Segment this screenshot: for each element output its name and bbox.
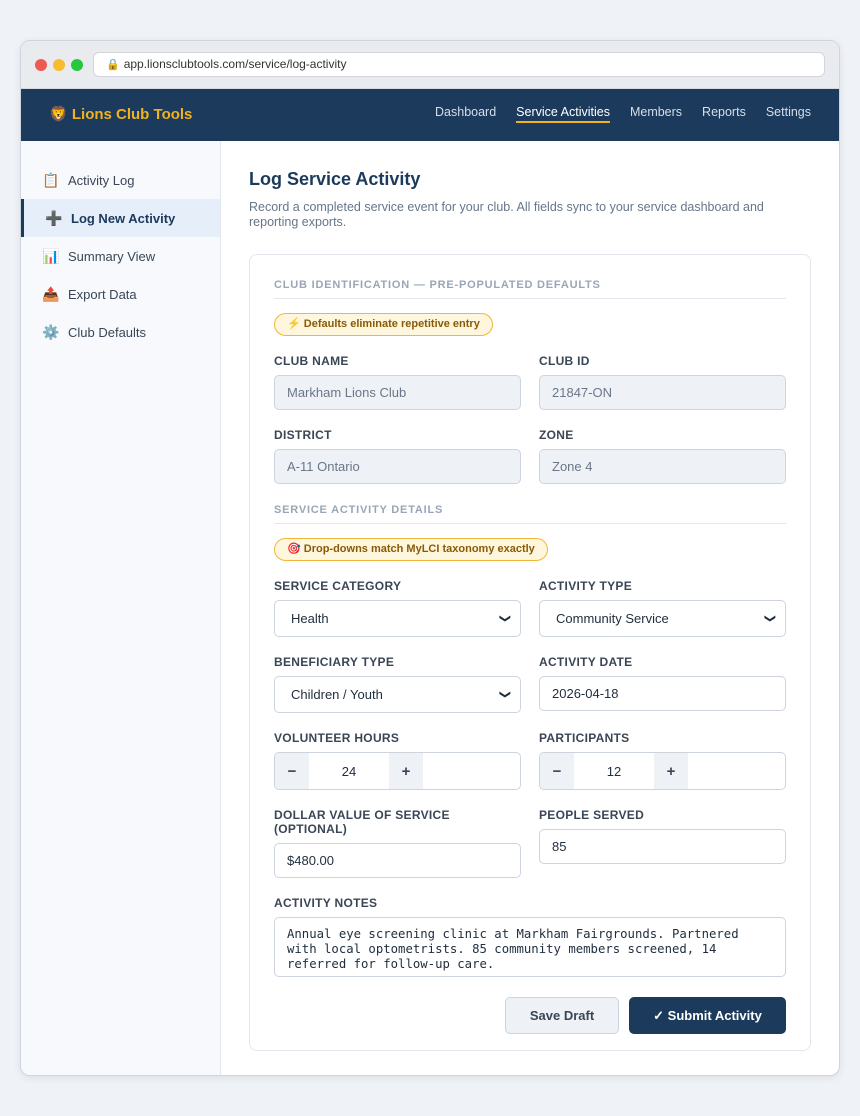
volunteer-hours-label: VOLUNTEER HOURS — [274, 731, 400, 745]
top-nav — [435, 105, 811, 123]
browser-chrome — [21, 41, 839, 89]
bar-chart-icon: 📊 — [42, 247, 60, 264]
brand-logo[interactable] — [49, 105, 192, 123]
club-section-heading: CLUB IDENTIFICATION — PRE-POPULATED DEFAULTS — [274, 279, 786, 299]
volunteer-hours-value[interactable]: 24 — [341, 763, 357, 779]
sidebar-item-label: Log New Activity — [71, 210, 176, 226]
people-served-field[interactable]: 85 — [539, 829, 786, 864]
sidebar-item-log-new-activity[interactable] — [21, 199, 220, 237]
sidebar-item-label: Club Defaults — [68, 324, 147, 340]
club-id-label: CLUB ID — [539, 354, 590, 368]
volunteer-hours-stepper — [274, 752, 521, 790]
sidebar-item-label: Summary View — [68, 248, 156, 264]
app-header — [21, 89, 839, 141]
activity-type-value: Community Service — [556, 611, 669, 626]
page-subtitle: Record a completed service event for your club. All fields sync to your service dashboard and reporting exports. — [249, 200, 764, 229]
activity-type-label: ACTIVITY TYPE — [539, 579, 633, 593]
beneficiary-type-select[interactable] — [274, 676, 521, 713]
service-category-label: SERVICE CATEGORY — [274, 579, 402, 593]
club-id-field[interactable]: 21847-ON — [539, 375, 786, 410]
club-name-field[interactable]: Markham Lions Club — [274, 375, 521, 410]
defaults-badge: ⚡ Defaults eliminate repetitive entry — [274, 313, 493, 336]
beneficiary-type-value: Children / Youth — [291, 687, 383, 702]
plus-icon: ➕ — [45, 209, 63, 226]
chevron-down-icon: ❯ — [763, 613, 776, 624]
participants-increment-button[interactable]: + — [654, 753, 688, 789]
browser-window — [20, 40, 840, 1076]
lion-icon: 🦁 — [49, 106, 68, 123]
brand-name: Lions Club Tools — [71, 106, 193, 123]
nav-service-activities[interactable]: Service Activities — [516, 105, 610, 123]
outbox-icon: 📤 — [42, 285, 60, 302]
district-field[interactable]: A-11 Ontario — [274, 449, 521, 484]
submit-activity-button[interactable]: ✓ Submit Activity — [629, 997, 786, 1034]
form-actions — [274, 997, 786, 1034]
nav-members[interactable]: Members — [629, 105, 683, 119]
participants-value[interactable]: 12 — [606, 763, 622, 779]
zone-field[interactable]: Zone 4 — [539, 449, 786, 484]
gear-icon: ⚙️ — [42, 323, 60, 340]
activity-notes-label: ACTIVITY NOTES — [274, 896, 378, 910]
minimize-window-button[interactable] — [53, 59, 65, 71]
dollar-value-field[interactable]: $480.00 — [274, 843, 521, 878]
service-category-select[interactable] — [274, 600, 521, 637]
participants-label: PARTICIPANTS — [539, 731, 630, 745]
save-draft-button[interactable]: Save Draft — [505, 997, 619, 1034]
activity-date-label: ACTIVITY DATE — [539, 655, 633, 669]
zone-label: ZONE — [539, 428, 574, 442]
chevron-down-icon: ❯ — [498, 613, 511, 624]
participants-stepper — [539, 752, 786, 790]
people-served-label: PEOPLE SERVED — [539, 808, 645, 822]
url-text: app.lionsclubtools.com/service/log-activity — [123, 57, 347, 71]
beneficiary-type-label: BENEFICIARY TYPE — [274, 655, 395, 669]
maximize-window-button[interactable] — [71, 59, 83, 71]
volunteer-hours-increment-button[interactable]: + — [389, 753, 423, 789]
sidebar-item-club-defaults[interactable] — [21, 313, 220, 351]
activity-section-heading: SERVICE ACTIVITY DETAILS — [274, 504, 786, 524]
service-category-value: Health — [291, 611, 329, 626]
sidebar — [21, 141, 221, 1075]
clipboard-icon: 📋 — [42, 171, 60, 188]
activity-type-select[interactable] — [539, 600, 786, 637]
sidebar-item-export-data[interactable] — [21, 275, 220, 313]
close-window-button[interactable] — [35, 59, 47, 71]
nav-dashboard[interactable]: Dashboard — [435, 105, 497, 119]
page-title: Log Service Activity — [249, 169, 421, 189]
main-content — [221, 141, 839, 1075]
address-bar[interactable] — [93, 52, 825, 77]
lock-icon: 🔒 — [106, 59, 120, 71]
activity-date-field[interactable]: 2026-04-18 — [539, 676, 786, 711]
sidebar-item-activity-log[interactable] — [21, 161, 220, 199]
activity-form — [249, 254, 811, 1051]
nav-reports[interactable]: Reports — [702, 105, 746, 119]
activity-notes-textarea[interactable]: Annual eye screening clinic at Markham Fairgrounds. Partnered with local optometrists. 85 community members screened, 14 referred for follow-up care. — [274, 917, 786, 977]
dollar-value-label: DOLLAR VALUE OF SERVICE (OPTIONAL) — [274, 808, 450, 836]
sidebar-item-summary-view[interactable] — [21, 237, 220, 275]
participants-decrement-button[interactable]: − — [540, 753, 574, 789]
nav-settings[interactable]: Settings — [765, 105, 811, 119]
taxonomy-badge: 🎯 Drop-downs match MyLCI taxonomy exactly — [274, 538, 548, 561]
sidebar-item-label: Activity Log — [68, 172, 135, 188]
club-name-label: CLUB NAME — [274, 354, 349, 368]
district-label: DISTRICT — [274, 428, 332, 442]
sidebar-item-label: Export Data — [68, 286, 137, 302]
chevron-down-icon: ❯ — [498, 689, 511, 700]
volunteer-hours-decrement-button[interactable]: − — [275, 753, 309, 789]
